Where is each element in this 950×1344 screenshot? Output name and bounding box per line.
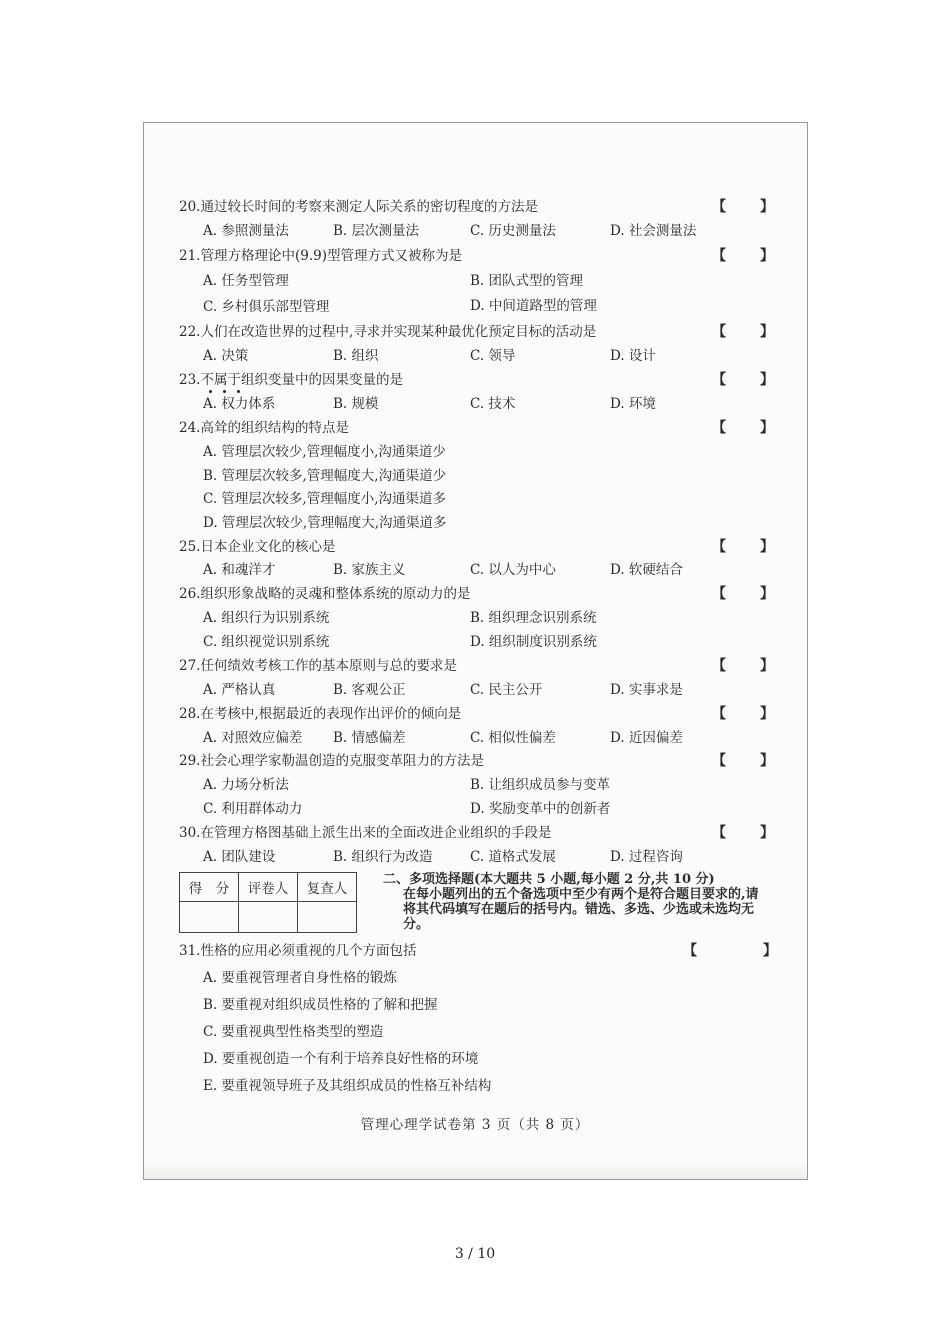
option: D. 中间道路型的管理 (470, 298, 597, 314)
option: C. 以人为中心 (470, 562, 556, 578)
question-30: 30.在管理方格图基础上派生出来的全面改进企业组织的手段是 (179, 825, 552, 841)
option: A. 组织行为识别系统 (203, 610, 330, 626)
answer-bracket-open: 【 (712, 248, 726, 264)
option: A. 和魂洋才 (203, 562, 276, 578)
option: E. 要重视领导班子及其组织成员的性格互补结构 (203, 1078, 492, 1094)
option: D. 组织制度识别系统 (470, 634, 597, 650)
option: A. 严格认真 (203, 682, 276, 698)
page-indicator: 3 / 10 (454, 1246, 496, 1262)
answer-bracket-close: 】 (760, 586, 774, 602)
option: B. 规模 (333, 396, 379, 412)
question-27: 27.任何绩效考核工作的基本原则与总的要求是 (179, 658, 457, 674)
option: D. 社会测量法 (610, 223, 697, 239)
option: D. 奖励变革中的创新者 (470, 801, 611, 817)
option: C. 道格式发展 (470, 849, 556, 865)
question-22: 22.人们在改造世界的过程中,寻求并实现某种最优化预定目标的活动是 (179, 324, 597, 340)
option: C. 相似性偏差 (470, 730, 556, 746)
option: C. 要重视典型性格类型的塑造 (203, 1024, 384, 1040)
option: B. 组织行为改造 (333, 849, 433, 865)
answer-bracket-open: 【 (712, 586, 726, 602)
option: A. 权力体系 (203, 396, 276, 412)
option: D. 管理层次较少,管理幅度大,沟通渠道多 (203, 515, 447, 531)
option: A. 力场分析法 (203, 777, 289, 793)
score-table (179, 872, 357, 933)
option: B. 要重视对组织成员性格的了解和把握 (203, 997, 438, 1013)
answer-bracket-open: 【 (712, 199, 726, 215)
score-header: 得 分 (180, 873, 239, 902)
option: B. 家族主义 (333, 562, 406, 578)
question-23: 23.不属于组织变量中的因果变量的是 (179, 372, 403, 388)
option: A. 团队建设 (203, 849, 276, 865)
option: D. 过程咨询 (610, 849, 683, 865)
reviewer-cell (298, 902, 357, 933)
question-29: 29.社会心理学家勒温创造的克服变革阻力的方法是 (179, 753, 484, 769)
option: B. 层次测量法 (333, 223, 420, 239)
question-31: 31.性格的应用必须重视的几个方面包括 (179, 943, 417, 959)
section-instructions: 在每小题列出的五个备选项中至少有两个是符合题目要求的,请将其代码填写在题后的括号内。错选、多选、少选或未选均无分。 (403, 887, 759, 932)
option: B. 情感偏差 (333, 730, 406, 746)
option: A. 参照测量法 (203, 223, 289, 239)
answer-bracket-open: 【 (712, 825, 726, 841)
answer-bracket-close: 】 (763, 943, 777, 959)
question-28: 28.在考核中,根据最近的表现作出评价的倾向是 (179, 706, 462, 722)
grader-header: 评卷人 (239, 873, 298, 902)
option: D. 设计 (610, 348, 656, 364)
question-25: 25.日本企业文化的核心是 (179, 539, 336, 555)
exam-page-footer: 管理心理学试卷第 3 页（共 8 页） (360, 1117, 590, 1133)
answer-bracket-close: 】 (760, 199, 774, 215)
emphasis-dot (223, 390, 226, 393)
answer-bracket-close: 】 (760, 372, 774, 388)
question-24: 24.高耸的组织结构的特点是 (179, 420, 349, 436)
section-title: 二、多项选择题(本大题共 5 小题,每小题 2 分,共 10 分) (383, 872, 715, 887)
question-20: 20.通过较长时间的考察来测定人际关系的密切程度的方法是 (179, 199, 538, 215)
option: C. 领导 (470, 348, 516, 364)
answer-bracket-close: 】 (760, 248, 774, 264)
option: B. 让组织成员参与变革 (470, 777, 611, 793)
option: B. 组织 (333, 348, 379, 364)
option: C. 利用群体动力 (203, 801, 303, 817)
option: D. 要重视创造一个有利于培养良好性格的环境 (203, 1051, 479, 1067)
answer-bracket-open: 【 (712, 324, 726, 340)
option: B. 团队式型的管理 (470, 273, 584, 289)
option: C. 民主公开 (470, 682, 543, 698)
option: C. 乡村俱乐部型管理 (203, 299, 330, 315)
answer-bracket-open: 【 (712, 539, 726, 555)
option: B. 客观公正 (333, 682, 406, 698)
option: A. 任务型管理 (203, 273, 289, 289)
option: C. 历史测量法 (470, 223, 556, 239)
option: A. 对照效应偏差 (203, 730, 303, 746)
option: A. 要重视管理者自身性格的锻炼 (203, 970, 397, 986)
option: D. 近因偏差 (610, 730, 683, 746)
answer-bracket-open: 【 (712, 658, 726, 674)
answer-bracket-open: 【 (712, 753, 726, 769)
emphasis-dot (209, 390, 212, 393)
question-21: 21.管理方格理论中(9.9)型管理方式又被称为是 (179, 248, 462, 264)
option: B. 组织理念识别系统 (470, 610, 597, 626)
score-cell (180, 902, 239, 933)
option: C. 技术 (470, 396, 516, 412)
option: A. 决策 (203, 348, 249, 364)
answer-bracket-open: 【 (712, 706, 726, 722)
answer-bracket-close: 】 (760, 706, 774, 722)
option: A. 管理层次较少,管理幅度小,沟通渠道少 (203, 444, 446, 460)
answer-bracket-close: 】 (760, 324, 774, 340)
answer-bracket-close: 】 (760, 420, 774, 436)
emphasis-dot (237, 390, 240, 393)
option: D. 软硬结合 (610, 562, 683, 578)
reviewer-header: 复查人 (298, 873, 357, 902)
answer-bracket-close: 】 (760, 658, 774, 674)
answer-bracket-close: 】 (760, 753, 774, 769)
answer-bracket-open: 【 (683, 943, 697, 959)
option: D. 环境 (610, 396, 656, 412)
answer-bracket-open: 【 (712, 420, 726, 436)
option: D. 实事求是 (610, 682, 683, 698)
option: B. 管理层次较多,管理幅度大,沟通渠道少 (203, 468, 447, 484)
answer-bracket-close: 】 (760, 539, 774, 555)
option: C. 组织视觉识别系统 (203, 634, 330, 650)
question-26: 26.组织形象战略的灵魂和整体系统的原动力的是 (179, 586, 471, 602)
option: C. 管理层次较多,管理幅度小,沟通渠道多 (203, 491, 447, 507)
answer-bracket-close: 】 (760, 825, 774, 841)
answer-bracket-open: 【 (712, 372, 726, 388)
grader-cell (239, 902, 298, 933)
scan-edge (144, 1161, 807, 1179)
